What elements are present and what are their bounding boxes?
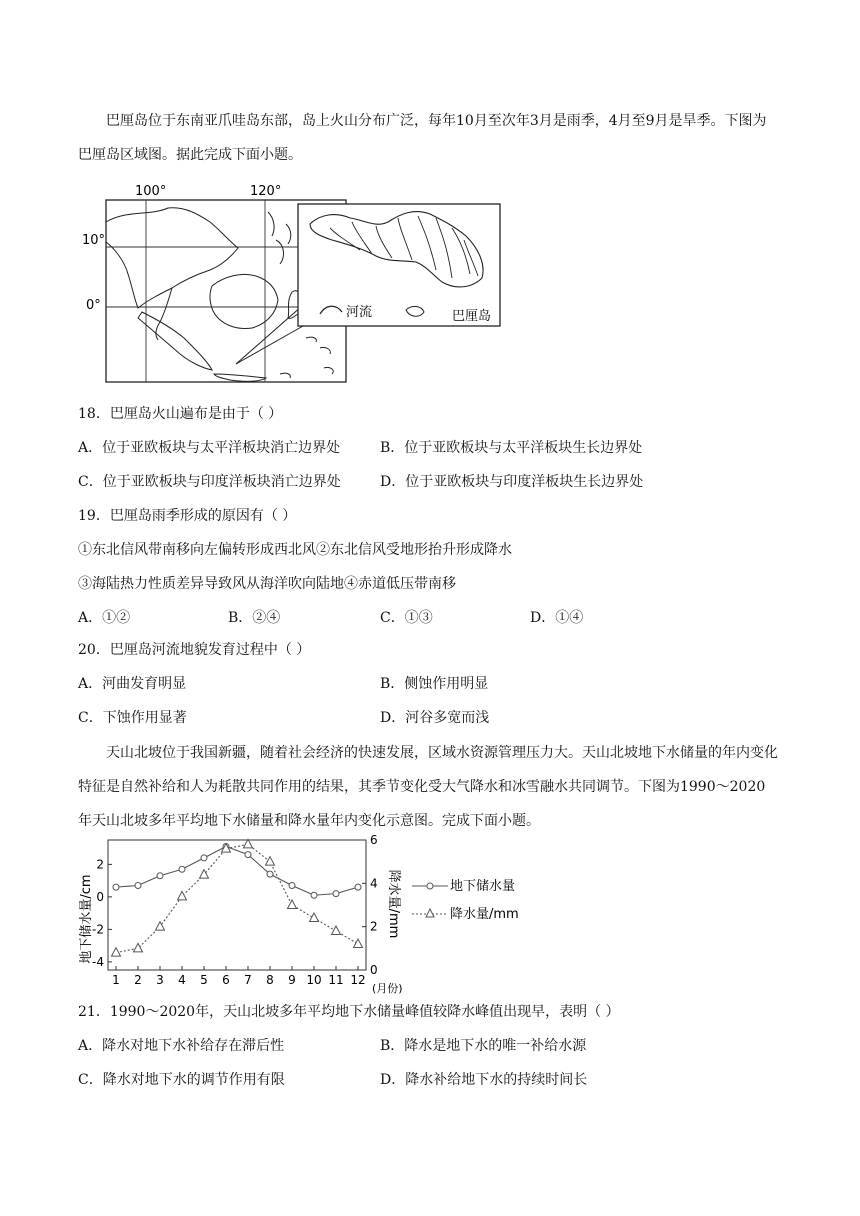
q19-choices-line1: ①东北信风带南移向左偏转形成西北风②东北信风受地形抬升形成降水 <box>78 542 512 558</box>
precipitation-point <box>178 891 187 900</box>
y-left-tick-label: -4 <box>92 954 104 969</box>
q18-option-b[interactable]: B．位于亚欧板块与太平洋板块生长边界处 <box>380 440 643 456</box>
x-tick-label: 5 <box>200 973 208 987</box>
lat-label-10: 10° <box>82 233 106 248</box>
precipitation-point <box>332 926 341 935</box>
q21-stem: 21．1990～2020年，天山北坡多年平均地下水储量峰值较降水峰值出现早，表明（ ） <box>78 1004 620 1020</box>
x-tick-label: 11 <box>328 973 344 987</box>
x-tick-label: 7 <box>244 973 252 987</box>
q18-option-c[interactable]: C．位于亚欧板块与印度洋板块消亡边界处 <box>78 474 341 490</box>
q20-option-d[interactable]: D．河谷多宽而浅 <box>380 710 490 726</box>
q19-option-d[interactable]: D．①④ <box>530 610 584 626</box>
groundwater-point <box>157 873 163 879</box>
precipitation-point <box>200 870 209 879</box>
x-tick-label: 10 <box>306 973 322 987</box>
intro-passage-tianshan: 天山北坡位于我国新疆，随着社会经济的快速发展，区域水资源管理压力大。天山北坡地下水储量的年内变化特征是自然补给和人为耗散共同作用的结果，其季节变化受大气降水和冰雪融水共同调节。下图为1990～2020年天山北坡多年平均地下水储量和降水量年内变化示意图。完成下面小题。 <box>78 745 778 829</box>
x-tick-label: 1 <box>112 973 120 987</box>
x-tick-label: 3 <box>156 973 164 987</box>
x-tick-label: 8 <box>266 973 274 987</box>
river-legend-label: 河流 <box>346 305 373 320</box>
precipitation-point <box>156 922 165 931</box>
precipitation-point <box>112 948 121 957</box>
y-right-axis-label: 降水量/mm <box>386 869 401 939</box>
groundwater-point <box>245 852 251 858</box>
y-right-tick-label: 4 <box>370 876 378 891</box>
groundwater-point <box>113 884 119 890</box>
q21-option-a[interactable]: A．降水对地下水补给存在滞后性 <box>78 1038 285 1054</box>
groundwater-point <box>135 883 141 889</box>
q19-stem: 19．巴厘岛雨季形成的原因有（ ） <box>78 508 297 524</box>
precipitation-point <box>288 900 297 909</box>
x-tick-label: 6 <box>222 973 230 987</box>
q21-option-b[interactable]: B．降水是地下水的唯一补给水源 <box>380 1038 587 1054</box>
legend-groundwater: 地下储水量 <box>450 879 516 894</box>
series-line-precipitation <box>116 844 358 952</box>
plot-frame <box>108 840 366 970</box>
lon-label-120: 120° <box>250 184 282 199</box>
q20-option-b[interactable]: B．侧蚀作用明显 <box>380 676 489 692</box>
x-tick-label: 4 <box>178 973 186 987</box>
legend-precipitation: 降水量/mm <box>450 907 519 922</box>
bali-region-map <box>80 178 510 388</box>
q21-option-d[interactable]: D．降水补给地下水的持续时间长 <box>380 1072 588 1088</box>
q18-stem: 18．巴厘岛火山遍布是由于（ ） <box>78 406 283 422</box>
groundwater-point <box>267 871 273 877</box>
precipitation-point <box>266 857 275 866</box>
x-tick-label: 9 <box>288 973 296 987</box>
x-tick-label: 12 <box>350 973 366 987</box>
y-left-tick-label: 2 <box>96 857 104 872</box>
y-left-tick-label: -2 <box>92 922 104 937</box>
q19-option-b[interactable]: B．②④ <box>228 610 281 626</box>
y-right-tick-label: 0 <box>370 963 378 977</box>
groundwater-precip-chart <box>72 834 532 1000</box>
precipitation-point <box>244 839 253 848</box>
groundwater-point <box>201 855 207 861</box>
groundwater-point <box>179 866 185 872</box>
intro-passage-bali: 巴厘岛位于东南亚爪哇岛东部，岛上火山分布广泛，每年10月至次年3月是雨季，4月至9月是旱季。下图为巴厘岛区域图。据此完成下面小题。 <box>78 113 767 163</box>
y-left-axis-label: 地下储水量/cm <box>79 874 94 964</box>
groundwater-point <box>289 883 295 889</box>
y-left-tick-label: 0 <box>96 889 104 904</box>
groundwater-point <box>355 884 361 890</box>
q19-option-c[interactable]: C．①③ <box>380 610 433 626</box>
precipitation-point <box>354 939 363 948</box>
bali-island-label: 巴厘岛 <box>452 309 492 324</box>
q20-option-c[interactable]: C．下蚀作用显著 <box>78 710 187 726</box>
lon-label-100: 100° <box>135 184 167 199</box>
precipitation-point <box>134 943 143 952</box>
q20-stem: 20．巴厘岛河流地貌发育过程中（ ） <box>78 642 311 658</box>
x-axis-label: (月份) <box>372 982 403 995</box>
q18-option-d[interactable]: D．位于亚欧板块与印度洋板块生长边界处 <box>380 474 644 490</box>
groundwater-point <box>311 892 317 898</box>
lat-label-0: 0° <box>86 298 101 313</box>
groundwater-point <box>333 891 339 897</box>
q21-option-c[interactable]: C．降水对地下水的调节作用有限 <box>78 1072 285 1088</box>
q20-option-a[interactable]: A．河曲发育明显 <box>78 676 187 692</box>
q18-option-a[interactable]: A．位于亚欧板块与太平洋板块消亡边界处 <box>78 440 341 456</box>
x-tick-label: 2 <box>134 973 142 987</box>
y-right-tick-label: 6 <box>370 834 378 847</box>
q19-option-a[interactable]: A．①② <box>78 610 131 626</box>
y-right-tick-label: 2 <box>370 919 378 934</box>
series-line-groundwater <box>116 847 358 896</box>
precipitation-point <box>310 913 319 922</box>
q19-choices-line2: ③海陆热力性质差异导致风从海洋吹向陆地④赤道低压带南移 <box>78 576 456 592</box>
